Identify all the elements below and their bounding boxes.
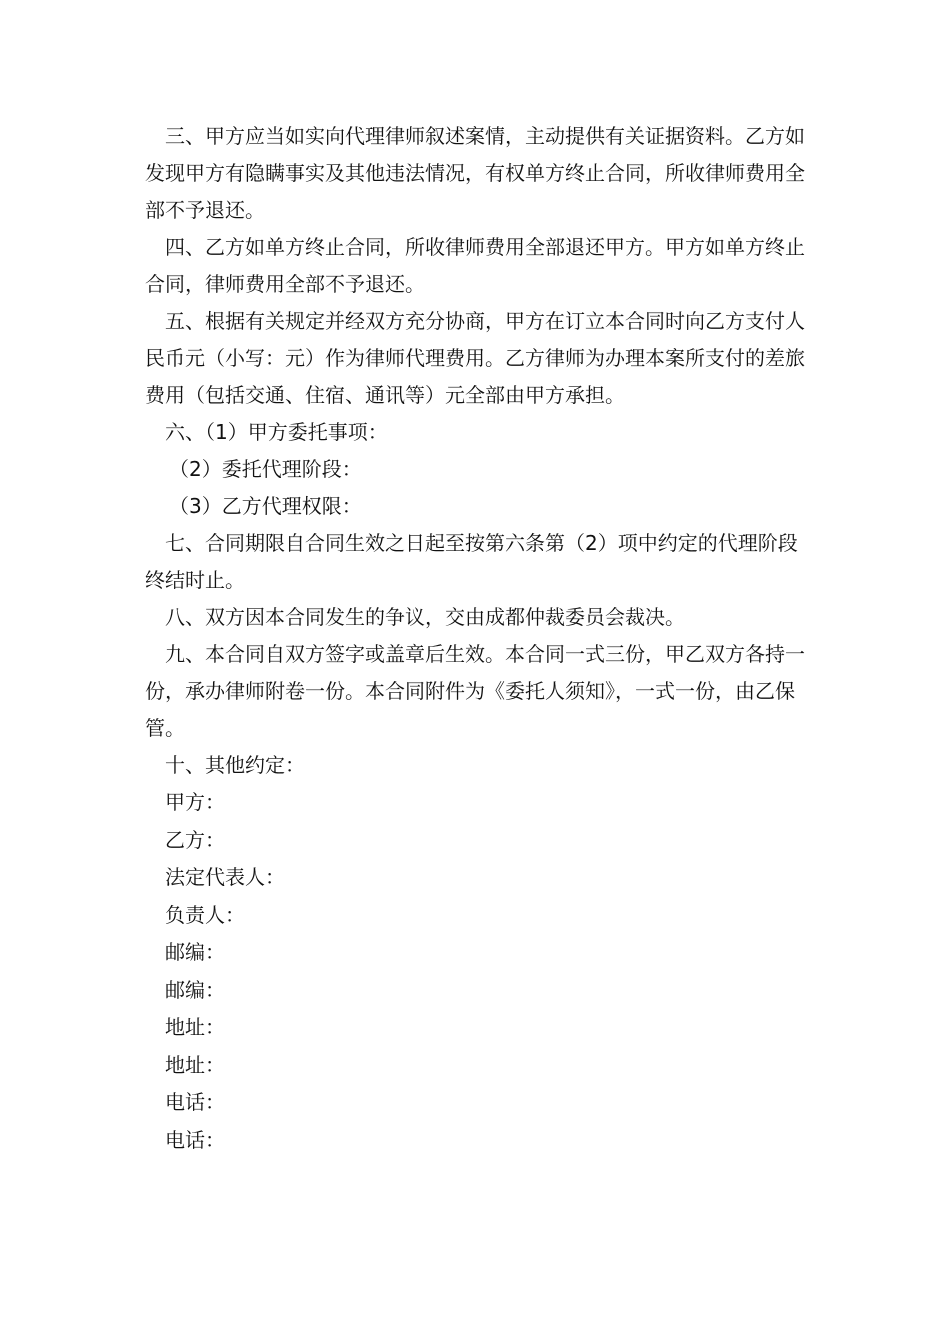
clause-7: 七、合同期限自合同生效之日起至按第六条第（2）项中约定的代理阶段终结时止。 [145, 531, 798, 592]
postcode-field-a: 邮编： [165, 940, 225, 964]
document-body [145, 118, 815, 1159]
phone-field-b: 电话： [165, 1127, 225, 1152]
clause-6-item-1: 六、（1）甲方委托事项： [165, 420, 388, 444]
party-a-field: 甲方： [165, 790, 225, 814]
party-b-field: 乙方： [165, 827, 225, 852]
phone-field-a: 电话： [165, 1090, 225, 1114]
clause-9: 九、本合同自双方签字或盖章后生效。本合同一式三份，甲乙双方各持一份，承办律师附卷一份。本合同附件为《委托人须知》，一式一份，由乙保管。 [145, 642, 805, 740]
clause-4: 四、乙方如单方终止合同，所收律师费用全部退还甲方。甲方如单方终止合同，律师费用全部不予退还。 [145, 235, 805, 296]
clause-10: 十、其他约定： [165, 753, 305, 777]
clause-6-item-3: （3）乙方代理权限： [169, 494, 362, 518]
person-in-charge-field: 负责人： [165, 902, 245, 927]
clause-3: 三、甲方应当如实向代理律师叙述案情，主动提供有关证据资料。乙方如发现甲方有隐瞒事实及其他违法情况，有权单方终止合同，所收律师费用全部不予退还。 [145, 124, 805, 222]
postcode-field-b: 邮编： [165, 977, 225, 1002]
clause-5: 五、根据有关规定并经双方充分协商，甲方在订立本合同时向乙方支付人民币元（小写：元）作为律师代理费用。乙方律师为办理本案所支付的差旅费用（包括交通、住宿、通讯等）元全部由甲方承担。 [145, 309, 805, 407]
clause-6-item-2: （2）委托代理阶段： [169, 457, 362, 481]
clause-8: 八、双方因本合同发生的争议，交由成都仲裁委员会裁决。 [165, 605, 685, 629]
address-field-a: 地址： [165, 1015, 225, 1039]
signature-fields [145, 784, 815, 1159]
legal-representative-field: 法定代表人： [165, 865, 285, 889]
address-field-b: 地址： [165, 1052, 225, 1077]
